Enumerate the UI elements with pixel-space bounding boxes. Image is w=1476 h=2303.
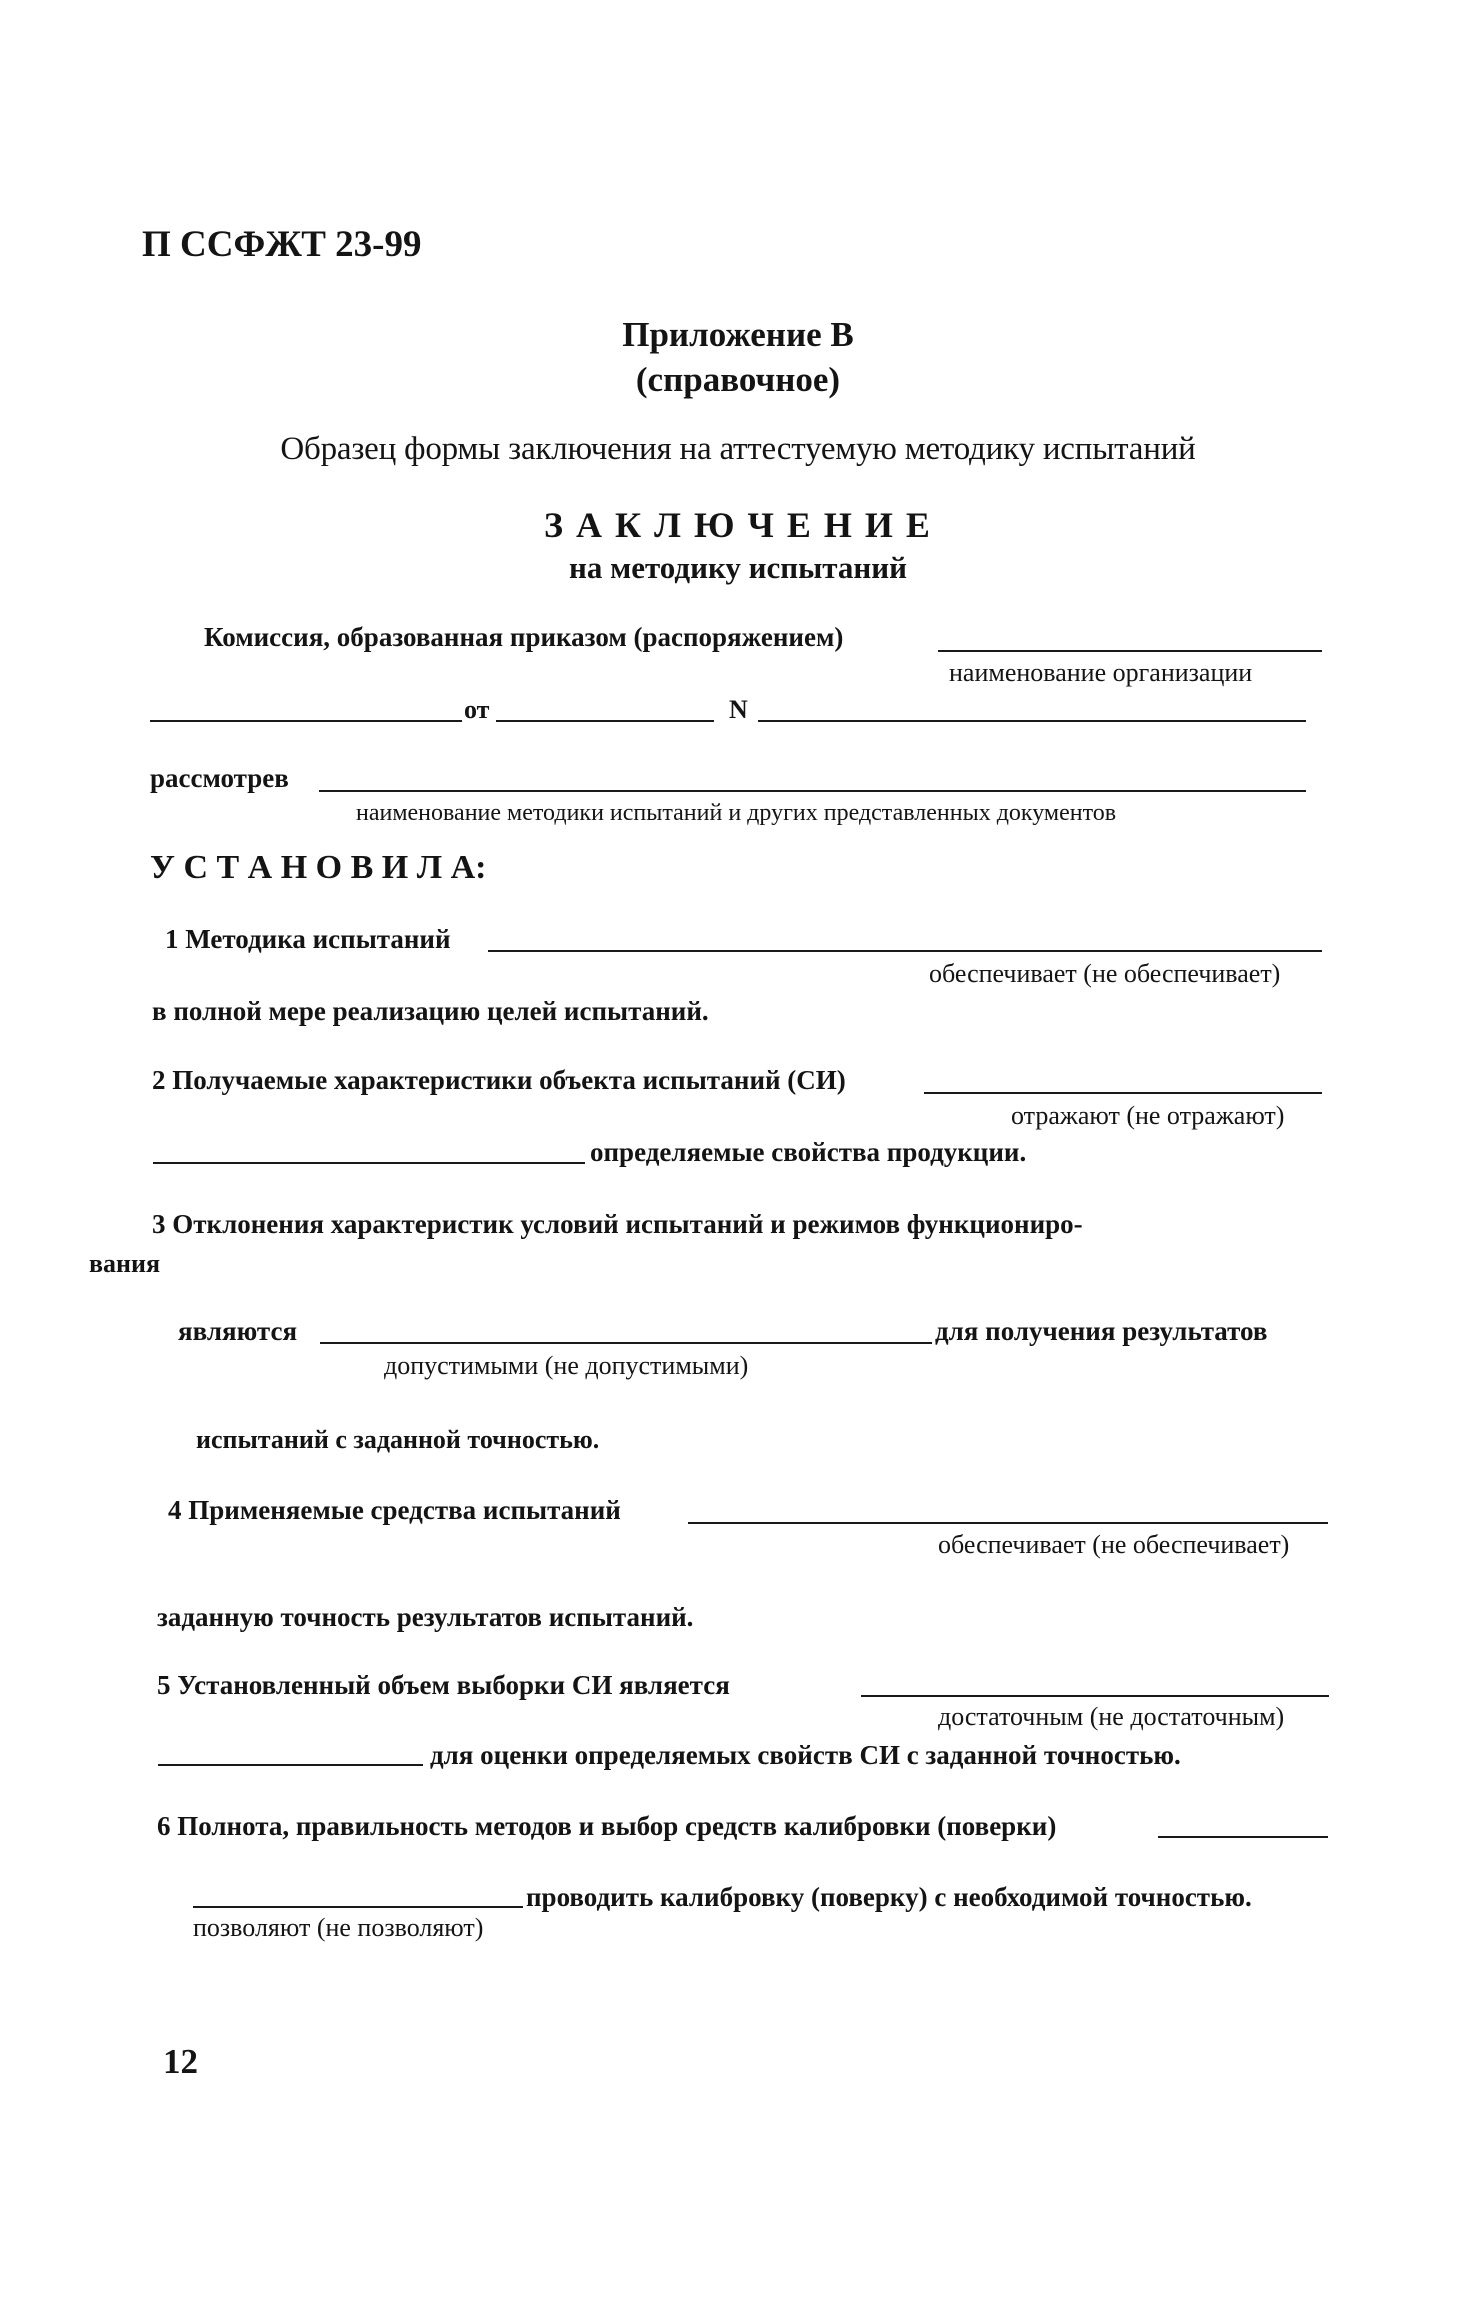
order-blank[interactable] xyxy=(150,720,462,722)
appendix-title: Приложение В xyxy=(622,315,854,354)
organization-blank[interactable] xyxy=(938,650,1322,652)
item-4-text: 4 Применяемые средства испытаний xyxy=(168,1495,621,1525)
form-caption: Образец формы заключения на аттестуемую методику испытаний xyxy=(280,431,1196,467)
item-2-text: 2 Получаемые характеристики объекта испытаний (СИ) xyxy=(152,1065,846,1095)
item-2-cont: определяемые свойства продукции. xyxy=(590,1137,1027,1167)
item-2-hint: отражают (не отражают) xyxy=(1011,1101,1285,1130)
conclusion-title: З А К Л Ю Ч Е Н И Е xyxy=(544,505,932,545)
item-6-hint: позволяют (не позволяют) xyxy=(193,1913,484,1942)
page-number: 12 xyxy=(163,2042,198,2081)
item-2-blank-top[interactable] xyxy=(924,1092,1322,1094)
item-3-line1: 3 Отклонения характеристик условий испытаний и режимов функциониро- xyxy=(152,1209,1083,1239)
item-5-hint: достаточным (не достаточным) xyxy=(938,1702,1285,1731)
item-3-are-label: являются xyxy=(178,1316,298,1346)
item-4-blank[interactable] xyxy=(688,1522,1328,1524)
commission-text: Комиссия, образованная приказом (распоряжением) xyxy=(204,622,844,652)
item-6-text: 6 Полнота, правильность методов и выбор средств калибровки (поверки) xyxy=(157,1811,1057,1841)
item-6-blank-bottom[interactable] xyxy=(193,1906,523,1908)
item-1-text: 1 Методика испытаний xyxy=(165,924,451,954)
item-5-blank-bottom[interactable] xyxy=(158,1764,423,1766)
item-6-blank-top[interactable] xyxy=(1158,1836,1328,1838)
item-5-cont: для оценки определяемых свойств СИ с заданной точностью. xyxy=(430,1740,1181,1770)
item-1-blank[interactable] xyxy=(488,950,1322,952)
item-3-for-results: для получения результатов xyxy=(935,1316,1268,1346)
number-label: N xyxy=(729,695,748,724)
item-5-blank-top[interactable] xyxy=(861,1695,1329,1697)
item-6-cont: проводить калибровку (поверку) с необходимой точностью. xyxy=(526,1882,1252,1912)
item-5-text: 5 Установленный объем выборки СИ является xyxy=(157,1670,730,1700)
item-3-blank[interactable] xyxy=(320,1342,932,1344)
established-heading: У С Т А Н О В И Л А: xyxy=(150,849,487,886)
item-3-cont: испытаний с заданной точностью. xyxy=(196,1425,600,1454)
item-1-hint: обеспечивает (не обеспечивает) xyxy=(929,959,1281,988)
reviewed-label: рассмотрев xyxy=(150,763,289,793)
reviewed-hint: наименование методики испытаний и других представленных документов xyxy=(356,800,1117,826)
item-2-blank-bottom[interactable] xyxy=(153,1162,585,1164)
conclusion-subtitle: на методику испытаний xyxy=(568,550,907,585)
number-blank[interactable] xyxy=(758,720,1306,722)
item-3-hint: допустимыми (не допустимыми) xyxy=(384,1351,749,1380)
item-4-cont: заданную точность результатов испытаний. xyxy=(157,1602,694,1632)
item-4-hint: обеспечивает (не обеспечивает) xyxy=(938,1530,1290,1559)
from-label: от xyxy=(464,695,490,724)
organization-hint: наименование организации xyxy=(949,658,1253,687)
reviewed-blank[interactable] xyxy=(319,790,1306,792)
date-blank[interactable] xyxy=(496,720,714,722)
appendix-type: (справочное) xyxy=(635,360,841,399)
item-3-line2: вания xyxy=(89,1249,161,1278)
document-code: П ССФЖТ 23-99 xyxy=(142,224,422,265)
item-1-cont: в полной мере реализацию целей испытаний. xyxy=(152,996,709,1026)
